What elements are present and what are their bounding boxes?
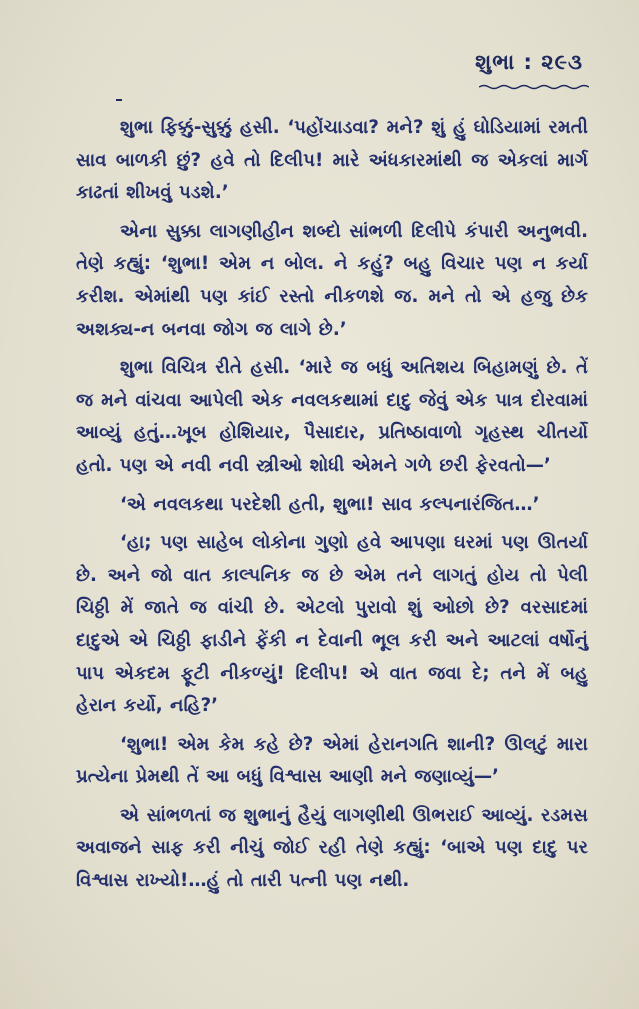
running-header: શુભા : ૨૯૩ bbox=[475, 50, 583, 74]
paragraph: ‘હા; પણ સાહેબ લોકોના ગુણો હવે આપણા ઘરમાં પણ ઊતર્યા છે. અને જો વાત કાલ્પનિક જ છે એમ તને લાગતું હોય તો પેલી ચિઠ્ઠી મેં જાતે જ વાંચી છે. એટલો પુરાવો શું ઓછો છે? વરસાદમાં દાદુએ એ ચિઠ્ઠી ફાડીને ફેંકી ન દેવાની ભૂલ કરી અને આટલાં વર્ષોનું પાપ એકદમ ફૂટી નીકળ્યું! દિલીપ! એ વાત જવા દે; તને મેં બહુ હેરાન કર્યો, નહિ?’ bbox=[76, 532, 588, 717]
paragraph: ‘શુભા! એમ કેમ કહે છે? એમાં હેરાનગતિ શાની? ઊલટું મારા પ્રત્યેના પ્રેમથી તેં આ બધું વિશ્વાસ આણી મને જણાવ્યું—’ bbox=[76, 733, 588, 788]
paragraph: શુભા ફિક્કું-સુક્કું હસી. ‘પહોંચાડવા? મને? શું હું ઘોડિયામાં રમતી સાવ બાળકી છું? હવે તો દિલીપ! મારે અંધકારમાંથી જ એકલાં માર્ગ કાઢતાં શીખવું પડશે.’ bbox=[76, 117, 588, 204]
body-text bbox=[76, 112, 588, 904]
paragraph: એના સુક્કા લાગણીહીન શબ્દો સાંભળી દિલીપે કંપારી અનુભવી. તેણે કહ્યું: ‘શુભા! એમ ન બોલ. ને કહું? બહુ વિચાર પણ ન કર્યા કરીશ. એમાંથી પણ કાંઈ રસ્તો નીકળશે જ. મને તો એ હજુ છેક અશક્ય-ન બનવા જોગ જ લાગે છે.’ bbox=[76, 220, 588, 340]
header-ornament-rule bbox=[479, 84, 589, 92]
margin-mark bbox=[116, 99, 122, 101]
paragraph: એ સાંભળતાં જ શુભાનું હૈયું લાગણીથી ઊભરાઈ આવ્યું. રડમસ અવાજને સાફ કરી નીચું જોઈ રહી તેણે કહ્યું: ‘બાએ પણ દાદુ પર વિશ્વાસ રાખ્યો!…હું તો તારી પત્ની પણ નથી. bbox=[76, 804, 588, 892]
paragraph: શુભા વિચિત્ર રીતે હસી. ‘મારે જ બધું અતિશય બિહામણું છે. તેં જ મને વાંચવા આપેલી એક નવલકથામાં દાદુ જેવું એક પાત્ર દોરવામાં આવ્યું હતું…ખૂબ હોશિયાર, પૈસાદાર, પ્રતિષ્ઠાવાળો ગૃહસ્થ ચીતર્યો હતો. પણ એ નવી નવી સ્ત્રીઓ શોધી એમને ગળે છરી ફેરવતો—’ bbox=[76, 357, 588, 476]
paragraph: ‘એ નવલકથા પરદેશી હતી, શુભા! સાવ કલ્પનારંજિત…’ bbox=[120, 493, 540, 515]
